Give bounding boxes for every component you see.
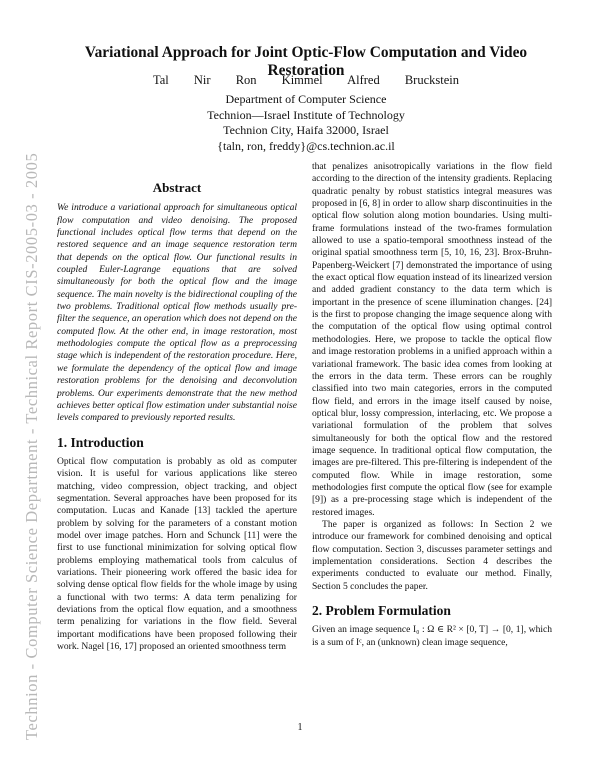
- affiliation-line: Department of Computer Science: [225, 92, 387, 106]
- page-number: 1: [297, 722, 303, 733]
- side-stamp-text: Technion - Computer Science Department - Technical Report CIS-2005-03 - 2005: [22, 152, 41, 740]
- abstract-text: We introduce a variational approach for simultaneous optical flow computation and video denoising. The proposed functional includes optical flow terms that depend on the restored sequence and an image sequence restoration term that depends on the optical flow. Our functional results in coupled Euler-Lagrange equations that are solved simultaneously for both the optical flow and the image sequence. The main novelty is the bidirectional coupling of the two problems. Traditional optical flow methods usually pre-filter the sequence, an operation which does not depend on the computed flow. At the other end, in image restoration, most methodologies compute the optical flow as a preprocessing stage which is independent of the restoration procedure. Here, we formulate the dependency of the optical flow and image restoration problems for the denoising and deconvolution problems. Our experiments demonstrate that the new method achieves better optical flow estimation under substantial noise levels compared to previously reported results.: [57, 202, 297, 424]
- abstract-heading: Abstract: [152, 180, 202, 195]
- intro-continued-paragraph: that penalizes anisotropically variations in the flow field according to the direction of the intensity gradients. Replacing quadratic penalty by robust statistics integral measures was proposed in [6, 8] in order to allow sharp discontinuities in the optical flow solution along motion boundaries. Using multi-frame formulations instead of the two-frames formulation allowed to use a spatio-temporal smoothness instead of the original spatial smoothness term [5, 10, 16, 23]. Brox-Bruhn-Papenberg-Weickert [7] demonstrated the importance of using the exact optical flow equation instead of its linearized version and added gradient constancy to the data term which is important in the presence of scene illumination changes. [24] is the first to propose changing the image sequence along with the computation of the optical flow using optimal control methodologies. Here, we propose to tackle the optical flow and image restoration problems in a unified approach within a variational framework. The basic idea comes from looking at the errors in the data term. These errors can be roughly classified into two main categories, errors in the computed flow field, and errors in the image itself caused by noise, optical blur, lossy compression, interlacing, etc. We propose a variational formulation of the problem that solves simultaneously for both the optical flow and the restored image sequence. In traditional optical flow computation, the images are pre-filtered. This pre-filtering is independent of the computed flow. While in image restoration, some methodologies first compute the optical flow (see for example [9]) as a pre-processing stage which is independent of the restored images.: [312, 161, 552, 518]
- affiliation-line: Technion—Israel Institute of Technology: [207, 107, 405, 122]
- section-1-heading: 1. Introduction: [57, 434, 144, 450]
- author-list: [60, 73, 552, 88]
- left-column: [57, 168, 297, 653]
- author-name: Ron Kimmel: [235, 73, 323, 87]
- author-name: Alfred Bruckstein: [347, 73, 459, 87]
- affiliation-line: Technion City, Haifa 32000, Israel: [223, 123, 389, 138]
- section-2-heading: 2. Problem Formulation: [312, 603, 451, 619]
- arxiv-side-stamp: [22, 40, 42, 740]
- section-2-paragraph: Given an image sequence I₀ : Ω ∈ R² × [0, T] → [0, 1], which is a sum of Iᶜ, an (unknown) clean image sequence,: [312, 624, 552, 648]
- right-column: [312, 161, 552, 649]
- paper-organization-paragraph: The paper is organized as follows: In Section 2 we introduce our framework for combined denoising and optical flow computation. Section 3, discusses parameter settings and implementation considerations. Section 4 describes the experiments conducted to evaluate our method. Finally, Section 5 concludes the paper.: [312, 518, 552, 592]
- paper-title: Variational Approach for Joint Optic-Flow Computation and Video Restoration: [84, 44, 528, 79]
- author-emails: {taln, ron, freddy}@cs.technion.ac.il: [217, 138, 395, 153]
- author-name: Tal Nir: [153, 73, 211, 87]
- section-1-paragraph: Optical flow computation is probably as old as computer vision. It is useful for various applications like stereo matching, video compression, object tracking, and object segmentation. Several approaches have been proposed for its computation. Lucas and Kanade [13] tackled the aperture problem by solving for the parameters of a constant motion model over image patches. Horn and Schunck [11] were the first to use functional minimization for solving optical flow problems employing mathematical tools from calculus of variations. Their pioneering work offered the basic idea for solving dense optical flow fields for the whole image by using a functional with two terms: A data term penalizing for deviations from the optical flow equation, and a smoothness term penalizing for variations in the flow field. Several important modifications have been proposed following their work. Nagel [16, 17] proposed an oriented smoothness term: [57, 455, 297, 653]
- affiliation-block: [60, 92, 552, 154]
